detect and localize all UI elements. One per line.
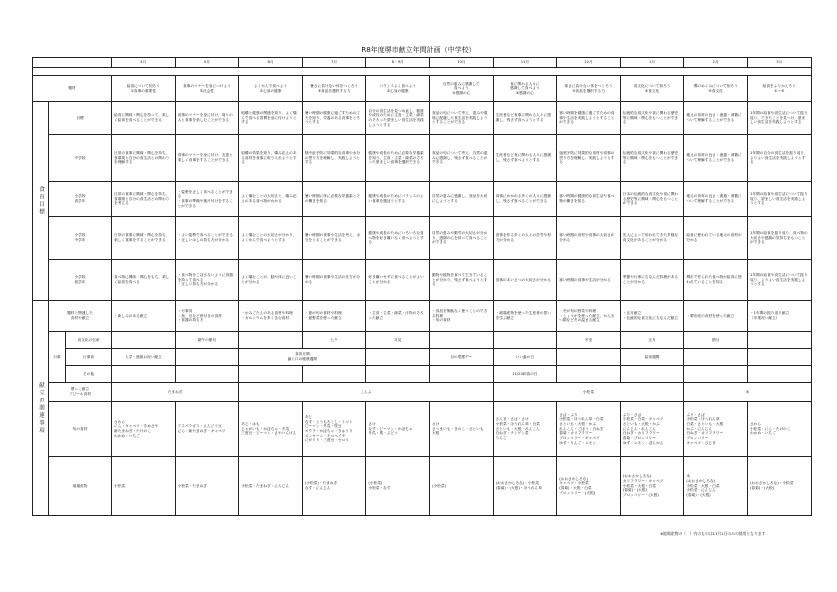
goal-cell: 1年間の給食や食生活について振り返り、望ましい食生活を実践しようとする: [747, 182, 811, 217]
gyoji-cell: 食育月間 歯と口の健康週間: [239, 349, 366, 366]
shun-cell: あじ・はも じゃがいも・かぼちゃ・冬瓜 三度豆・ピーマン・さやいんげん: [239, 402, 303, 457]
goal-cell: よく噛むことが、脳や体に良いことが分かる: [239, 260, 303, 301]
goal-cell: 食べ物に興味・関心をもち、楽しく給食を食べる: [112, 260, 176, 301]
related-cell: ・1年間の振り返り献立 （卒業祝い献立）: [747, 301, 811, 332]
goal-cell: 1年間の給食や食生活について振り返り、できたことを見つけ、望ましい食生活を実践しようとする: [747, 102, 811, 135]
shun-cell: ぶり・さば 小松菜・ほうれん草 白菜・さといも・大根 かぶ・にんじん 白ねぎ・カリフラワー ブロッコリー キャベツ・ひじき: [684, 402, 748, 457]
related-row-label: 題材と関連した 食材や献立: [49, 301, 112, 332]
month-header: 4月: [112, 58, 176, 68]
blank-row: [33, 68, 812, 76]
header-blank: [33, 58, 112, 68]
table-cell: [239, 332, 303, 349]
goal-cell: 咀嚼の効果を知り、噛み応えのある食材を食事に取り入れようとする: [239, 135, 303, 182]
goal-cell: 日本の伝統的な食文化や食に関わる歴史等に興味・関心をもつことができる: [620, 182, 684, 217]
local-cell: (小松菜)・たまねぎ なす・にんじん: [302, 457, 366, 516]
local-cell: 小松菜: [112, 457, 176, 516]
shun-cell: さんま・さば・さけ 小松菜・ほうれん草・白菜 さといも・大根・れんこん 白ねぎ・チンゲン菜 りんご: [493, 402, 557, 457]
culture-event-cell: 月見: [366, 332, 430, 349]
goal-cell: 寒い時期の食材や食事の大切さが分かる: [557, 217, 621, 260]
goal-row-label: 小学校 高学年: [49, 182, 112, 217]
event-row: [33, 332, 812, 349]
goal-row-label: 小学校 中学年: [49, 217, 112, 260]
page-title: R8年度堺市献立年間計画（中学校）: [361, 46, 476, 54]
table-cell: [620, 366, 684, 383]
goal-cell: 食品の旬について考え、恵みや環境に配慮した食生活を実践しようとすることができる: [430, 102, 494, 135]
gyoji-cell: 目の愛護デー: [430, 349, 494, 366]
goal-row: [33, 182, 812, 217]
theme-cell: 食文化について知ろう ⑥食文化: [620, 76, 684, 102]
goal-row: [33, 102, 812, 135]
local-row: [33, 457, 812, 516]
table-cell: [112, 366, 176, 383]
table-cell: [366, 349, 430, 366]
gyoji-cell: いい歯の日: [493, 349, 557, 366]
culture-event-cell: 正月: [620, 332, 684, 349]
goal-cell: よく噛むことの大切さが分かり、よくかんで食べようとする: [239, 217, 303, 260]
goal-cell: 先人によって培われてきた多様な食文化があることが分かる: [620, 217, 684, 260]
table-cell: [747, 366, 811, 383]
goal-row-label: 小学校 低学年: [49, 260, 112, 301]
local-cell: 小松菜・たまねぎ・にんじん: [239, 457, 303, 516]
table-cell: [430, 366, 494, 383]
goal-cell: 1年間の給食や食生活について振り返り、よりよい食生活を実践しようとする: [747, 260, 811, 301]
month-header: 3月: [747, 58, 811, 68]
goal-cell: 食事のあいさつの大切さが分かる: [493, 260, 557, 301]
related-cell: ・正月献立 ・伝統的な食文化にちなんだ献立: [620, 301, 684, 332]
goal-cell: 健康や成長のためにいろいろな食べ物を好き嫌いなく食べようとする: [366, 217, 430, 260]
theme-cell: よくかんで食べよう ②心身の健康: [239, 76, 303, 102]
goal-cell: 伝統的な食文化や食に関わる歴史等に興味・関心をもつことができる: [620, 102, 684, 135]
local-cell: (おおさかしろな)・小松菜 (春菊)・(大根)・ほうれん草: [493, 457, 557, 516]
goal-cell: 日常の食事に興味・関心を持ち、楽しく食事をすることができる: [112, 217, 176, 260]
theme-cell: 給食をふりかえろう ①〜⑥: [747, 76, 811, 102]
related-cell: ・夏が旬の食材や料理 ・夏野菜を使った献立: [302, 301, 366, 332]
goal-cell: 食事のマナーを身に付け、友達と楽しく食事をすることができる: [175, 135, 239, 182]
table-cell: [684, 349, 748, 366]
goal-cell: 1年間の給食を振り返り、食べ物の大切さや感謝の気持ちをもつことができる: [747, 217, 811, 260]
goal-cell: よく噛むことの大切さと、噛み応えのある食べ物がわかる: [239, 182, 303, 217]
related-cell: ・行事食 ・魚、豆など骨付きの食材 ・食器の持ち方: [175, 301, 239, 332]
event-sub-label: 行事食: [66, 349, 112, 366]
event-sub-label: 食文化の伝承: [66, 332, 112, 349]
month-header: 1月: [620, 58, 684, 68]
culture-event-cell: 冬至: [557, 332, 621, 349]
sakai-label: 堺っこ献立 アピール食材: [49, 383, 112, 402]
goal-cell: 寒い時期を健康に過ごすための食事や生活を実践しようとすることができる: [557, 102, 621, 135]
related-cell: ・新しみのある献立: [112, 301, 176, 332]
local-cell: (おおさかしろな)・小松菜 (春菊)・(大根): [747, 457, 811, 516]
related-cell: ・食品を無駄なく使うことのできる料理 ・旬の食材: [430, 301, 494, 332]
culture-event-cell: 端午の節句: [175, 332, 239, 349]
goal-cell: 自然の恵みや勤労の大切さが分かり、感謝の心を持って食べることができる: [430, 217, 494, 260]
related-cell: ・冬が旬の野菜や料理 ・しょうがを使った献立、かんきつ類など冬の温まる献立: [557, 301, 621, 332]
goal-cell: 地元の食材の良さ・流通・消費について理解することができる: [684, 135, 748, 182]
event-row: [33, 366, 812, 383]
table-cell: [747, 332, 811, 349]
annual-menu-plan-table: [32, 57, 812, 516]
theme-label: 題材: [33, 76, 112, 102]
shun-cell: さけ さつまいも・きのこ・さといも 大根: [430, 402, 494, 457]
theme-cell: 食事のマナーを身につけよう ⑤社会性: [175, 76, 239, 102]
local-label: 地場産物: [49, 457, 112, 516]
goal-cell: 生産者など食事に関わる人々に感謝し、残さず食べようとする: [493, 102, 557, 135]
sakai-cell: たまねぎ: [112, 383, 239, 402]
goal-cell: 給食に使われている地元の食材が分かる: [684, 217, 748, 260]
related-cell: ・堺市産の食材を使った献立: [684, 301, 748, 332]
goal-cell: 熱中症予防に効果的な食事や水分の摂り方を理解し、実践しようとする: [302, 135, 366, 182]
sakai-cell: こんぶ: [239, 383, 493, 402]
culture-event-cell: 七夕: [302, 332, 366, 349]
goal-cell: 日常の食事に興味・関心を持ち、食環境と自分の食生活との関わりを理解する: [112, 135, 176, 182]
theme-row: [33, 76, 812, 102]
table-cell: [747, 349, 811, 366]
event-sub-label: その他: [66, 366, 112, 383]
theme-cell: 寒さに負けない体をつくろう ③食品を選択する力: [557, 76, 621, 102]
goal-cell: 伝統的な食文化や食に関わる歴史等に興味・関心をもつことができる: [620, 135, 684, 182]
table-cell: [366, 366, 430, 383]
shun-label: 旬の食材: [49, 402, 112, 457]
gyoji-cell: 給食週間: [620, 349, 684, 366]
goal-cell: 暑い時期に体に必要な栄養素とその働きを知る: [302, 182, 366, 217]
goal-cell: 動物や植物を食べて生きていることが分かり、残さず食べようとする: [430, 260, 494, 301]
related-cell: ・主食・主菜・副菜・汁物のそろった献立: [366, 301, 430, 332]
event-label: 行事: [49, 332, 66, 383]
table-cell: [557, 366, 621, 383]
goal-row: [33, 217, 812, 260]
culture-event-cell: 節分: [684, 332, 748, 349]
goal-cell: 地元の食材の良さ・流通・消費について理解することができる: [684, 102, 748, 135]
theme-cell: 食に関わる人々に 感謝して食べよう ④感謝の心: [493, 76, 557, 102]
goal-row: [33, 260, 812, 301]
blank-cell: [33, 68, 812, 76]
goal-cell: 食事にかかわる多くの人々に感謝し、残さず食べることができる: [493, 182, 557, 217]
theme-cell: 暑さに負けない体をつくろう ③食品を選択する力: [302, 76, 366, 102]
goal-cell: 暑い時期の食事や生活を考え、水分をとることができる: [302, 217, 366, 260]
shun-row: [33, 402, 812, 457]
goal-row-label: 目標: [49, 102, 112, 135]
shun-cell: さわら にら・キャベツ・きぬさや 新たまねぎ・たけのこ わかめ・いちご: [112, 402, 176, 457]
goal-cell: 自然の恵みに感謝し、食品を大切にしようとする: [430, 182, 494, 217]
month-header: 7月: [302, 58, 366, 68]
theme-cell: 堺のめぐみについて知ろう ⑥食文化: [684, 76, 748, 102]
goal-cell: 健康や成長のために必要な栄養素を知り、主食・主菜・副菜のそろった望ましい食事を選択できる: [366, 135, 430, 182]
gyoji-cell: 入学・進級お祝い献立: [112, 349, 176, 366]
sakai-cell: 米: [684, 383, 811, 402]
month-header: 10月: [430, 58, 494, 68]
table-cell: [112, 332, 176, 349]
table-cell: [239, 366, 303, 383]
goal-cell: 健康や成長のためにバランスのよい食事を選ぼうとする: [366, 182, 430, 217]
goal-cell: 自分の食生活を見つめ直し、健康や成長のために主食・主菜・副菜のそろった望ましい食生活を実践しようとする: [366, 102, 430, 135]
month-header: 2月: [684, 58, 748, 68]
goal-cell: 1年間の自分の食生活を振り返り、よりよい食生活を実践しようとする: [747, 135, 811, 182]
local-cell: (小松菜) 小松菜・なす: [366, 457, 430, 516]
local-cell: 小松菜・たまねぎ: [175, 457, 239, 516]
shun-cell: さけ なす・ピーマン・かぼちゃ 冬瓜・梨・ぶどう: [366, 402, 430, 457]
goal-cell: ・姿勢を正しく食べることができる ・食事の準備や後片付けをすることができる: [175, 182, 239, 217]
related-cell: ・かみごたえのある食材や料理 ・カルシウムを多く含む食材: [239, 301, 303, 332]
local-cell: (小松菜): [430, 457, 494, 516]
goal-cell: 食事を作る多くの人々の苦労や努力が分かる: [493, 217, 557, 260]
month-header: 6月: [239, 58, 303, 68]
goal-cell: 堺市で作られた食べ物が給食に使われていることを知る: [684, 260, 748, 301]
related-section-label: 献立の関連事項: [33, 301, 49, 516]
goal-cell: 寒い時期の食事や生活が分かる: [557, 260, 621, 301]
sakai-cell: 小松菜: [493, 383, 684, 402]
table-cell: [493, 332, 557, 349]
goal-cell: ・食べ物をこぼさないように食器を持って食べる ・正しい持ち方が分かる: [175, 260, 239, 301]
month-header: 5月: [175, 58, 239, 68]
goals-section-label: 食育目標: [33, 102, 49, 301]
shun-cell: ぶり・さば 小松菜・白菜・キャベツ さといも・大根・かぶ にんじん・れんこん 白ねぎ・カリフラワー 春菊・ブロッコリー ゆず・レモン・ぽんかん: [620, 402, 684, 457]
goal-cell: 寒い時期の健康的な食生活や食べ物の働きを知る: [557, 182, 621, 217]
goal-cell: 咀嚼と健康の関連を知り、よく噛んで食べる習慣を身に付けようとする: [239, 102, 303, 135]
goal-cell: ・よい姿勢で食べることができる ・正しいはしの持ち方が分かる: [175, 217, 239, 260]
goal-cell: 給食に興味・関心を持って、楽しく給食を食べることができる: [112, 102, 176, 135]
shun-cell: あじ なす・とうもろこし・トマト ピーマン・冬瓜・枝豆 オクラ・かぼちゃ・きゅうり ズッキーニ・モロヘイヤ にがうり・三度豆・セロリ: [302, 402, 366, 457]
month-header: 11月: [493, 58, 557, 68]
goal-cell: 暑い時期の健康に過ごすための工夫を知り、栄養のある食事をとろうとする: [302, 102, 366, 135]
goal-cell: 食事のマナーを身に付け、周りの人と食事を楽しむことができる: [175, 102, 239, 135]
sakai-row: [33, 383, 812, 402]
related-cell: ・地場産物を使った生産者の思いを学ぶ献立: [493, 301, 557, 332]
goal-cell: 生産者など食に関わる人々に感謝し、残さず食べようとする: [493, 135, 557, 182]
theme-cell: 自然の恵みに感謝して 食べよう ④感謝の心: [430, 76, 494, 102]
goal-cell: 地元の食材の良さ・流通・消費について理解することができる: [684, 182, 748, 217]
shun-cell: アスパラガス・えんどう豆 にら・新たまねぎ・キャベツ: [175, 402, 239, 457]
local-cell: 米 (おおさかしろな) 小松菜・大根・白菜 小松菜・にんじん (春菊)・(大根): [684, 457, 748, 516]
goal-cell: 暑い時期の食事や生活の仕方が分かる: [302, 260, 366, 301]
month-header: 12月: [557, 58, 621, 68]
table-cell: [557, 349, 621, 366]
theme-cell: バランスよく食べよう ②心身の健康: [366, 76, 430, 102]
goal-cell: 季節や行事にちなんだ料理があることが分かる: [620, 260, 684, 301]
month-header: 8・9月: [366, 58, 430, 68]
table-cell: [430, 332, 494, 349]
related-row: [33, 301, 812, 332]
theme-cell: 給食について知ろう ①食事の重要性: [112, 76, 176, 102]
shun-cell: さわら 小松菜・にら・たけのこ わかめ・いちご: [747, 402, 811, 457]
local-cell: (おおさかしろな) キャベツ・小松菜 (春菊)・大根・白菜 ブロッコリー・(大根): [557, 457, 621, 516]
other-event-cell: 11/24和食の日: [493, 366, 557, 383]
footnote: ※地場産物の（ ）内のものは11月1日のみの使用となります: [660, 531, 766, 536]
table-cell: [302, 366, 366, 383]
shun-cell: さば・ぶり 小松菜・ほうれん草・白菜 さといも・大根・かぶ れんこん・ごぼう・白ねぎ 春菊・カリフラワー ブロッコリー・キャベツ ゆず・りんご・レモン: [557, 402, 621, 457]
local-cell: (おおさかしろな) カリフラワー・キャベツ 小松菜・大根・白菜 (春菊)・(大根) ブロッコリー・(大根): [620, 457, 684, 516]
goal-cell: 日常の食事に興味・関心を持ち、食環境と自分の食生活との関わりを考える: [112, 182, 176, 217]
event-row: [33, 349, 812, 366]
table-cell: [175, 366, 239, 383]
goal-row-label: 中学校: [49, 135, 112, 182]
month-header-row: [33, 58, 812, 68]
table-cell: [684, 366, 748, 383]
table-cell: [175, 349, 239, 366]
goal-row: [33, 135, 812, 182]
goal-cell: 好き嫌いせずに食べることがよいことが分かる: [366, 260, 430, 301]
goal-cell: 食品の旬について考え、自然の恵みに感謝し、残さず食べることができる: [430, 135, 494, 182]
goal-cell: 風邪予防に効果的な食材や食事の摂り方を理解し、実践しようとする: [557, 135, 621, 182]
